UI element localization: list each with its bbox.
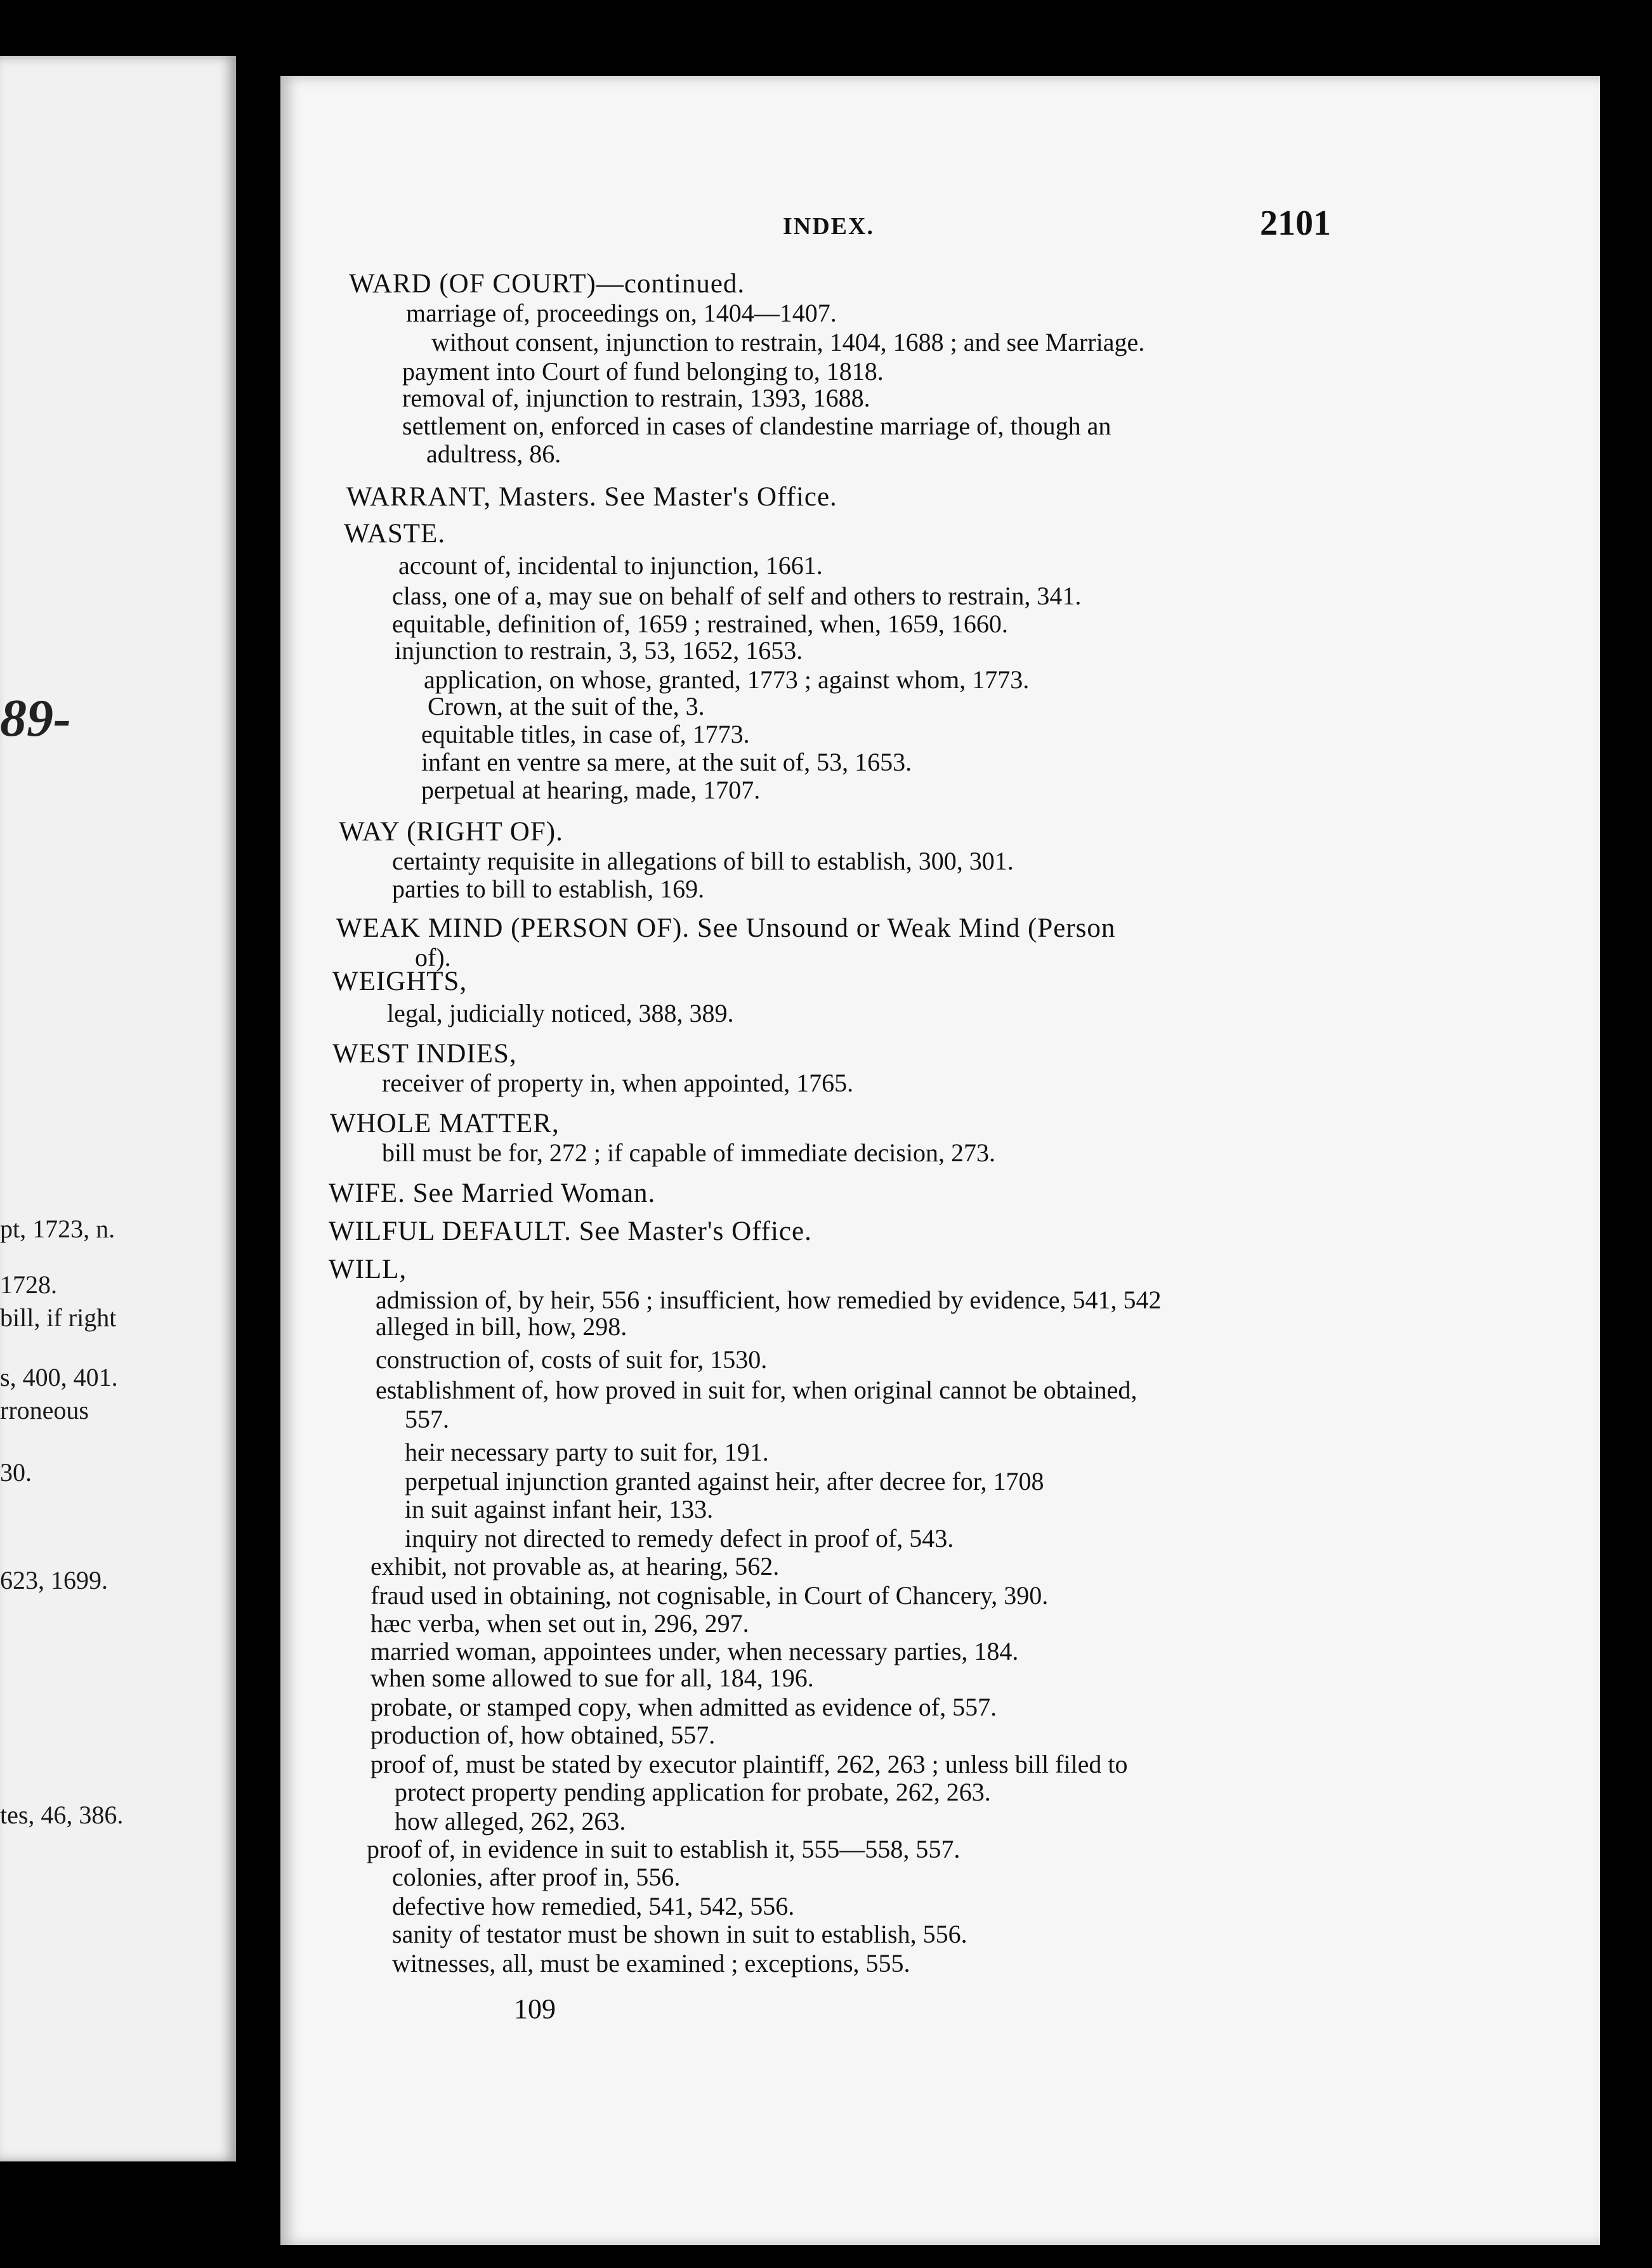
entry-line: receiver of property in, when appointed, 1765. [382,1069,854,1097]
entry-line: probate, or stamped copy, when admitted as evidence of, 557. [370,1693,997,1721]
entry-line: settlement on, enforced in cases of clandestine marriage of, though an [402,412,1111,440]
entry-line: 557. [405,1405,449,1433]
entry-line: fraud used in obtaining, not cognisable, in Court of Chancery, 390. [370,1581,1049,1610]
entry-line: payment into Court of fund belonging to, 1818. [402,357,884,386]
entry-line: application, on whose, granted, 1773 ; against whom, 1773. [424,665,1030,694]
facing-page [0,56,236,2161]
entry-line: proof of, in evidence in suit to establish it, 555—558, 557. [367,1835,960,1863]
entry-heading: WEST INDIES, [332,1039,517,1069]
entry-line: admission of, by heir, 556 ; insufficient, how remedied by evidence, 541, 542 [376,1286,1162,1314]
entry-line: how alleged, 262, 263. [395,1807,626,1835]
entry-heading: WEIGHTS, [332,967,468,996]
facing-page-fragment: rroneous [0,1396,89,1424]
facing-page-fragment: tes, 46, 386. [0,1801,124,1829]
running-head: INDEX. [783,213,874,240]
entry-line: equitable, definition of, 1659 ; restrained, when, 1659, 1660. [392,609,1008,638]
entry-heading: WIFE. See Married Woman. [329,1178,656,1208]
entry-line: colonies, after proof in, 556. [392,1863,681,1891]
entry-line: sanity of testator must be shown in suit to establish, 556. [392,1920,967,1948]
entry-line: establishment of, how proved in suit for, when original cannot be obtained, [376,1376,1137,1404]
entry-line: alleged in bill, how, 298. [376,1312,627,1341]
entry-heading: WHOLE MATTER, [330,1109,560,1138]
entry-heading: WILFUL DEFAULT. See Master's Office. [329,1216,812,1246]
margin-pencil-mark: 89- [0,689,71,748]
entry-heading: WARRANT, Masters. See Master's Office. [346,482,837,512]
entry-line: Crown, at the suit of the, 3. [428,692,705,720]
entry-line: inquiry not directed to remedy defect in proof of, 543. [405,1524,954,1553]
entry-line: bill must be for, 272 ; if capable of immediate decision, 273. [382,1138,996,1167]
entry-line: witnesses, all, must be examined ; exceptions, 555. [392,1949,910,1978]
entry-heading: WEAK MIND (PERSON OF). See Unsound or Weak Mind (Person [336,913,1116,943]
facing-page-fragment: 30. [0,1458,32,1487]
page-number: 2101 [1260,204,1331,243]
entry-line: defective how remedied, 541, 542, 556. [392,1892,795,1920]
entry-line: production of, how obtained, 557. [370,1721,716,1749]
entry-heading: WILL, [329,1255,407,1284]
facing-page-fragment: bill, if right [0,1303,117,1332]
entry-line: perpetual injunction granted against heir, after decree for, 1708 [405,1467,1044,1496]
entry-line: proof of, must be stated by executor plaintiff, 262, 263 ; unless bill filed to [370,1750,1128,1778]
entry-heading: WARD (OF COURT)—continued. [349,269,745,299]
entry-line: parties to bill to establish, 169. [392,875,705,903]
entry-line: of). [415,943,451,972]
entry-line: perpetual at hearing, made, 1707. [421,776,761,804]
index-entries [280,76,1600,2245]
entry-line: when some allowed to sue for all, 184, 196. [370,1664,814,1692]
entry-line: marriage of, proceedings on, 1404—1407. [406,299,837,327]
facing-page-fragment: 623, 1699. [0,1566,108,1594]
entry-line: legal, judicially noticed, 388, 389. [387,999,734,1027]
entry-line: hæc verba, when set out in, 296, 297. [370,1609,749,1638]
entry-line: heir necessary party to suit for, 191. [405,1438,769,1466]
entry-heading: WAY (RIGHT OF). [339,817,563,847]
entry-line: married woman, appointees under, when necessary parties, 184. [370,1637,1019,1665]
entry-line: protect property pending application for probate, 262, 263. [395,1778,991,1806]
entry-line: infant en ventre sa mere, at the suit of, 53, 1653. [421,748,912,776]
entry-line: construction of, costs of suit for, 1530. [376,1345,768,1374]
facing-page-fragment: pt, 1723, n. [0,1215,115,1243]
facing-page-fragment: 1728. [0,1270,57,1299]
binding-gutter [236,0,280,2268]
signature-mark: 109 [514,1993,556,2024]
entry-line: without consent, injunction to restrain, 1404, 1688 ; and see Marriage. [431,328,1145,356]
entry-heading: WASTE. [344,519,446,549]
entry-line: account of, incidental to injunction, 1661. [398,551,823,580]
index-page [280,76,1600,2245]
entry-line: injunction to restrain, 3, 53, 1652, 1653. [395,636,803,665]
facing-page-fragment: s, 400, 401. [0,1363,118,1391]
entry-line: adultress, 86. [426,440,561,468]
entry-line: in suit against infant heir, 133. [405,1495,714,1523]
entry-line: exhibit, not provable as, at hearing, 562. [370,1552,780,1580]
entry-line: certainty requisite in allegations of bill to establish, 300, 301. [392,847,1014,875]
entry-line: equitable titles, in case of, 1773. [421,720,750,748]
entry-line: class, one of a, may sue on behalf of self and others to restrain, 341. [392,582,1082,610]
entry-line: removal of, injunction to restrain, 1393, 1688. [402,384,870,412]
